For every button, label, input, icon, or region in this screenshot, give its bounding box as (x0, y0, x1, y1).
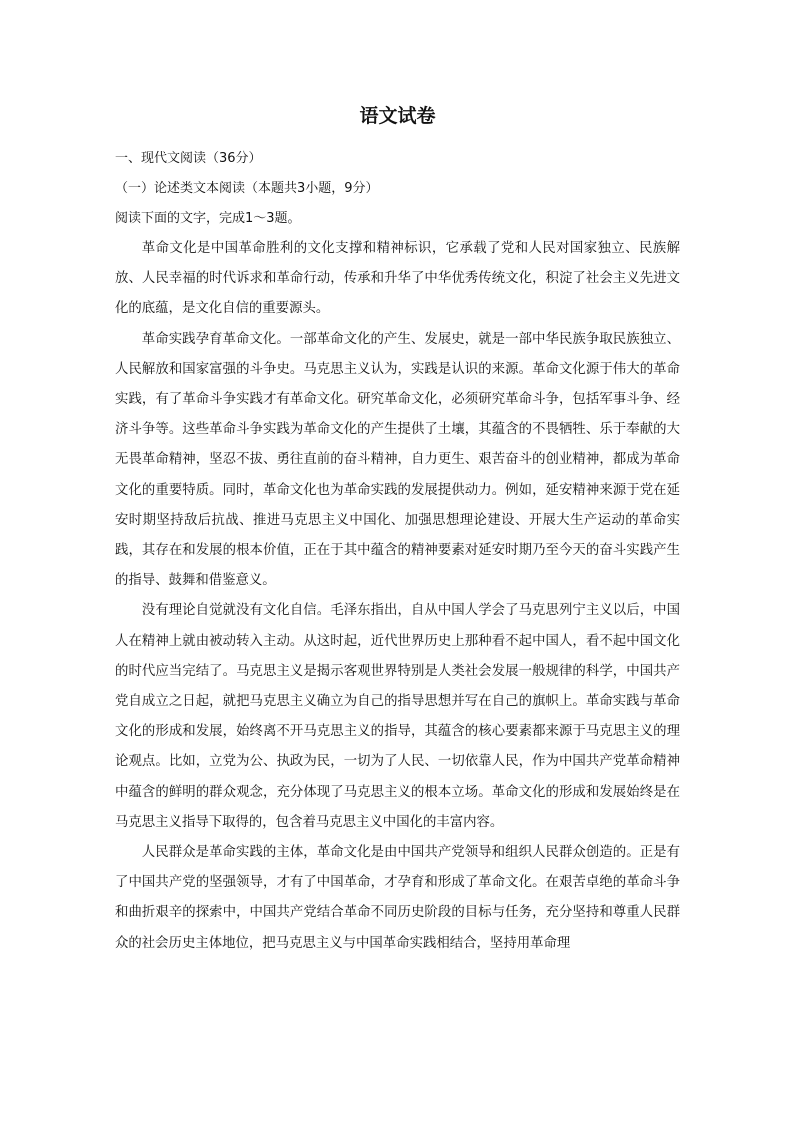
page-title: 语文试卷 (359, 105, 436, 127)
paragraph-4: 人民群众是革命实践的主体，革命文化是由中国共产党领导和组织人民群众创造的。正是有了中国共产党的坚强领导，才有了中国革命，才孕育和形成了革命文化。在艰苦卓绝的革命斗争和曲折艰辛的探索中，中国共产党结合革命不同历史阶段的目标与任务，充分坚持和尊重人民群众的社会历史主体地位，把马克思主义与中国革命实践相结合，坚持用革命理 (115, 845, 680, 951)
exam-page (115, 104, 680, 959)
paragraph-2: 革命实践孕育革命文化。一部革命文化的产生、发展史，就是一部中华民族争取民族独立、人民解放和国家富强的斗争史。马克思主义认为，实践是认识的来源。革命文化源于伟大的革命实践，有了革命斗争实践才有革命文化。研究革命文化，必须研究革命斗争，包括军事斗争、经济斗争等。这些革命斗争实践为革命文化的产生提供了土壤，其蕴含的不畏牺牲、乐于奉献的大无畏革命精神，坚忍不拔、勇往直前的奋斗精神，自力更生、艰苦奋斗的创业精神，都成为革命文化的重要特质。同时，革命文化也为革命实践的发展提供动力。例如，延安精神来源于党在延安时期坚持敌后抗战、推进马克思主义中国化、加强思想理论建设、开展大生产运动的革命实践，其存在和发展的根本价值，正在于其中蕴含的精神要素对延安时期乃至今天的奋斗实践产生的指导、鼓舞和借鉴意义。 (115, 331, 680, 589)
paragraph-3: 没有理论自觉就没有文化自信。毛泽东指出，自从中国人学会了马克思列宁主义以后，中国人在精神上就由被动转入主动。从这时起，近代世界历史上那种看不起中国人，看不起中国文化的时代应当完结了。马克思主义是揭示客观世界特别是人类社会发展一般规律的科学，中国共产党自成立之日起，就把马克思主义确立为自己的指导思想并写在自己的旗帜上。革命实践与革命文化的形成和发展，始终离不开马克思主义的指导，其蕴含的核心要素都来源于马克思主义的理论观点。比如，立党为公、执政为民，一切为了人民、一切依靠人民，作为中国共产党革命精神中蕴含的鲜明的群众观念，充分体现了马克思主义的根本立场。革命文化的形成和发展始终是在马克思主义指导下取得的，包含着马克思主义中国化的丰富内容。 (115, 603, 680, 830)
paragraph-1: 革命文化是中国革命胜利的文化支撑和精神标识，它承载了党和人民对国家独立、民族解放、人民幸福的时代诉求和革命行动，传承和升华了中华优秀传统文化，积淀了社会主义先进文化的底蕴，是文化自信的重要源头。 (115, 241, 680, 317)
reading-instruction: 阅读下面的文字，完成1～3题。 (115, 211, 301, 226)
section-heading: 一、现代文阅读（36分） (115, 151, 262, 166)
subsection-heading: （一）论述类文本阅读（本题共3小题，9分） (115, 181, 379, 196)
